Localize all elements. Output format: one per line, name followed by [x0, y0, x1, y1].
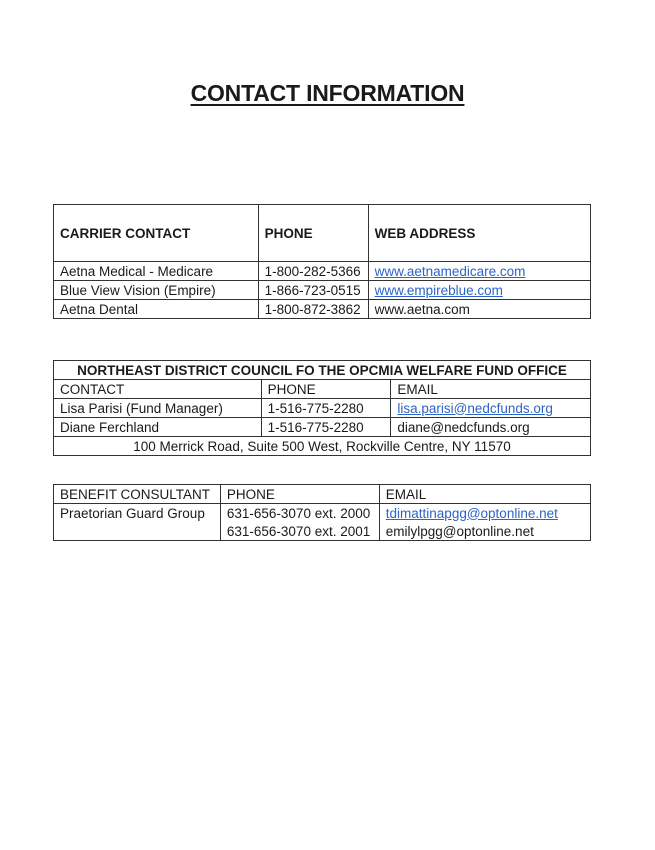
- fund-office-title: NORTHEAST DISTRICT COUNCIL FO THE OPCMIA WELFARE FUND OFFICE: [54, 361, 591, 380]
- carrier-name: Aetna Medical - Medicare: [54, 262, 259, 281]
- phone-header: PHONE: [261, 380, 391, 399]
- table-row: [54, 300, 591, 319]
- consultant-phone: 631-656-3070 ext. 2001: [220, 522, 379, 541]
- email-header: EMAIL: [379, 485, 590, 504]
- phone-header: PHONE: [220, 485, 379, 504]
- carrier-contact-table: [53, 204, 591, 319]
- carrier-contact-header: CARRIER CONTACT: [54, 205, 259, 262]
- table-row: [54, 262, 591, 281]
- carrier-web-link[interactable]: www.aetnamedicare.com: [374, 263, 526, 279]
- table-row: [54, 399, 591, 418]
- contact-header: CONTACT: [54, 380, 262, 399]
- email-header: EMAIL: [391, 380, 591, 399]
- table-row: [54, 281, 591, 300]
- address-row: [54, 437, 591, 456]
- page-title: CONTACT INFORMATION: [190, 80, 465, 106]
- consultant-name: Praetorian Guard Group: [54, 504, 221, 523]
- contact-phone: 1-516-775-2280: [261, 418, 391, 437]
- contact-name: Diane Ferchland: [54, 418, 262, 437]
- contact-name: Lisa Parisi (Fund Manager): [54, 399, 262, 418]
- benefit-consultant-table: [53, 484, 591, 541]
- carrier-name: Aetna Dental: [54, 300, 259, 319]
- fund-office-table: [53, 360, 591, 456]
- carrier-phone: 1-800-872-3862: [258, 300, 368, 319]
- consultant-phone: 631-656-3070 ext. 2000: [220, 504, 379, 523]
- consultant-email-link[interactable]: tdimattinapgg@optonline.net: [385, 505, 558, 521]
- contact-email: diane@nedcfunds.org: [391, 418, 591, 437]
- web-address-header: WEB ADDRESS: [368, 205, 590, 262]
- table-row: [54, 418, 591, 437]
- carrier-phone: 1-800-282-5366: [258, 262, 368, 281]
- carrier-web-link[interactable]: www.empireblue.com: [374, 282, 503, 298]
- carrier-web-text: www.aetna.com: [374, 301, 470, 317]
- phone-header: PHONE: [258, 205, 368, 262]
- fund-header-row: [54, 380, 591, 399]
- fund-office-title-row: [54, 361, 591, 380]
- carrier-header-row: [54, 205, 591, 262]
- contact-email-link[interactable]: lisa.parisi@nedcfunds.org: [397, 400, 553, 416]
- contact-phone: 1-516-775-2280: [261, 399, 391, 418]
- carrier-name: Blue View Vision (Empire): [54, 281, 259, 300]
- carrier-phone: 1-866-723-0515: [258, 281, 368, 300]
- consultant-name-empty: [54, 522, 221, 541]
- benefit-consultant-header: BENEFIT CONSULTANT: [54, 485, 221, 504]
- table-row: [54, 504, 591, 523]
- table-row: [54, 522, 591, 541]
- consultant-header-row: [54, 485, 591, 504]
- consultant-email: emilylpgg@optonline.net: [379, 522, 590, 541]
- fund-office-address: 100 Merrick Road, Suite 500 West, Rockville Centre, NY 11570: [54, 437, 591, 456]
